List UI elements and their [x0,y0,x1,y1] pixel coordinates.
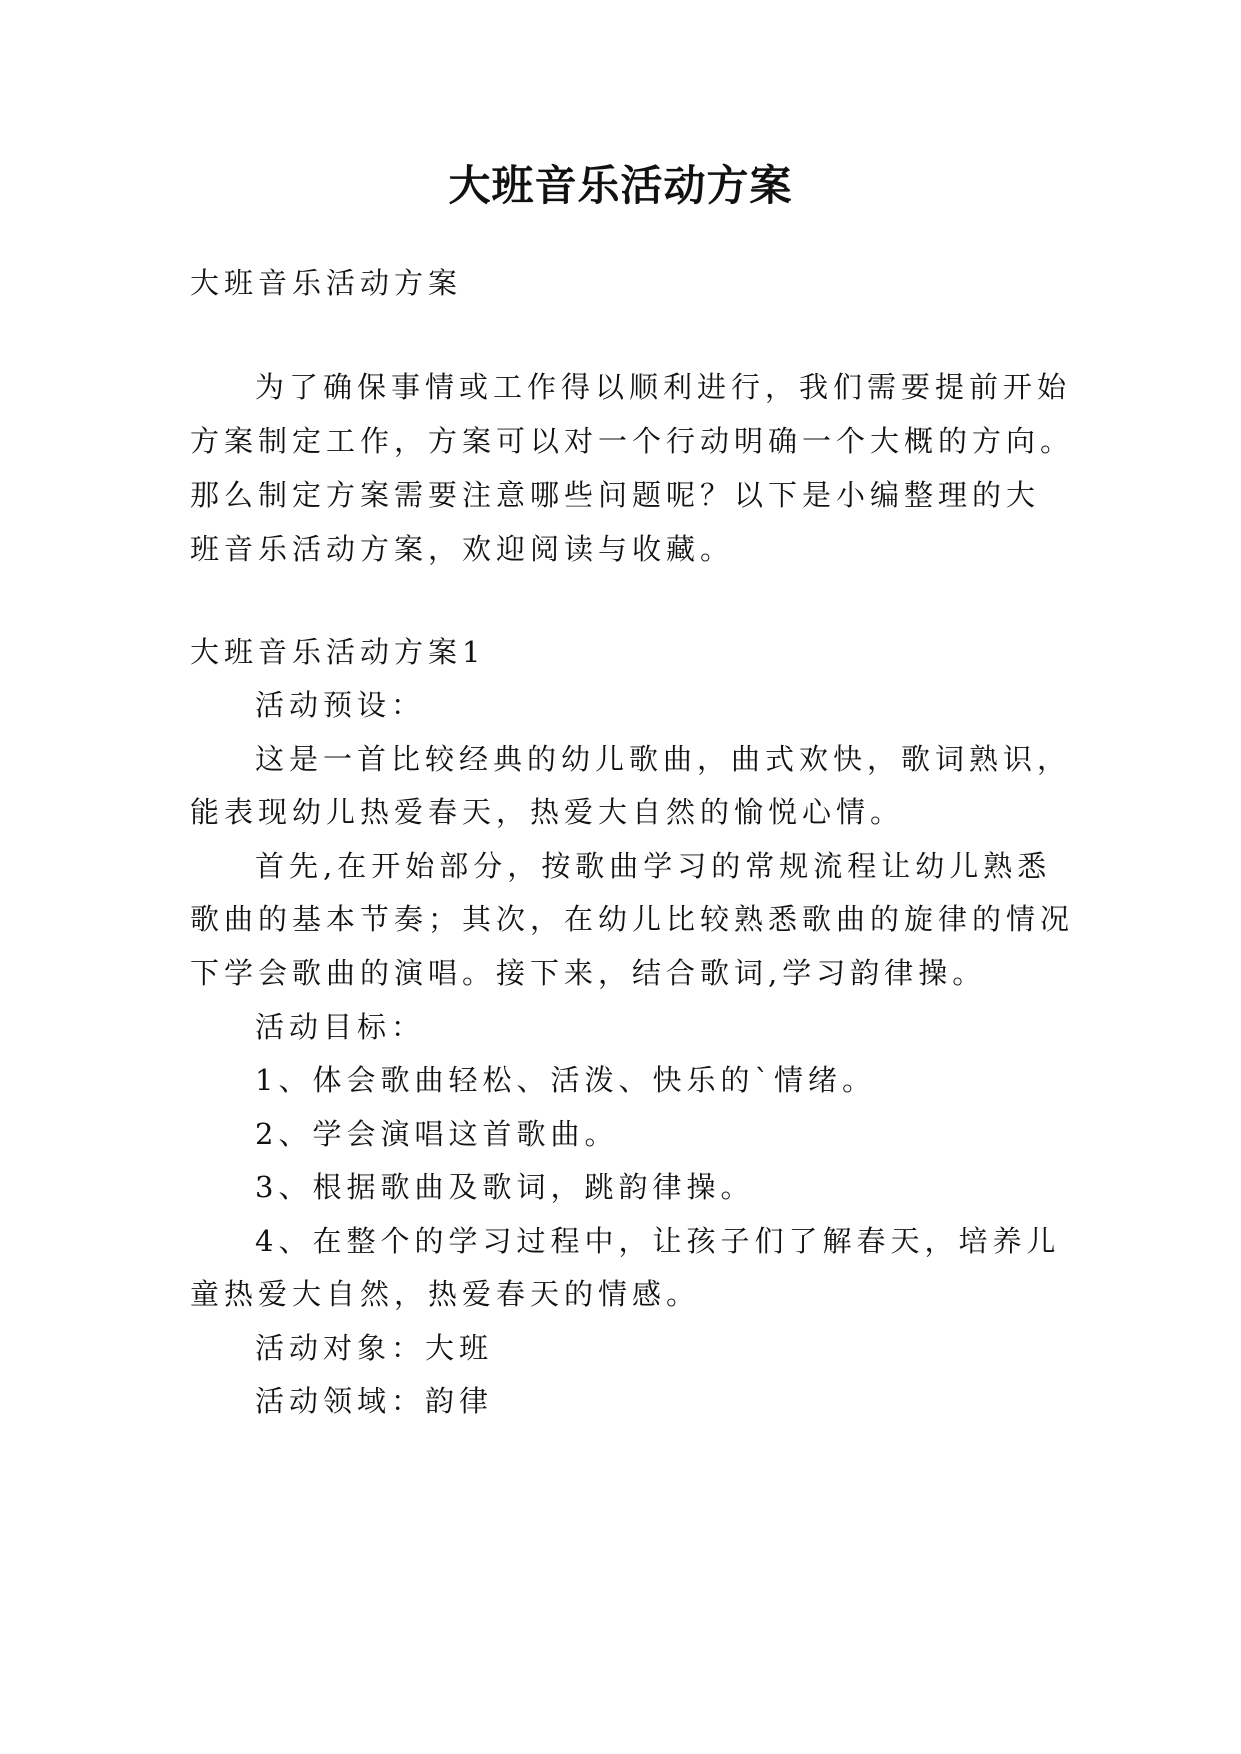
body-line-12: 童热爱大自然，热爱春天的情感。 [190,1277,701,1311]
intro-line-3: 那么制定方案需要注意哪些问题呢？以下是小编整理的大 [190,478,1041,512]
body-line-13: 活动对象：大班 [255,1331,494,1365]
document-title: 大班音乐活动方案 [448,161,793,210]
intro-line-1: 为了确保事情或工作得以顺利进行，我们需要提前开始 [255,370,1072,404]
body-line-4: 首先,在开始部分，按歌曲学习的常规流程让幼儿熟悉 [255,849,1052,883]
intro-line-2: 方案制定工作，方案可以对一个行动明确一个大概的方向。 [190,424,1075,458]
document-subtitle: 大班音乐活动方案 [190,266,463,300]
body-line-2: 这是一首比较经典的幼儿歌曲，曲式欢快，歌词熟识， [255,742,1072,776]
body-line-8: 1、体会歌曲轻松、活泼、快乐的`情绪。 [255,1063,876,1097]
body-line-7: 活动目标： [255,1010,426,1044]
body-line-14: 活动领域：韵律 [255,1384,494,1418]
intro-line-4: 班音乐活动方案，欢迎阅读与收藏。 [190,532,735,566]
body-line-6: 下学会歌曲的演唱。接下来，结合歌词,学习韵律操。 [190,956,987,990]
body-line-10: 3、根据歌曲及歌词，跳韵律操。 [255,1170,755,1204]
body-line-9: 2、学会演唱这首歌曲。 [255,1117,619,1151]
body-line-1: 活动预设： [255,688,426,722]
section-heading: 大班音乐活动方案1 [190,635,486,669]
body-line-5: 歌曲的基本节奏；其次，在幼儿比较熟悉歌曲的旋律的情况 [190,902,1075,936]
body-line-3: 能表现幼儿热爱春天，热爱大自然的愉悦心情。 [190,795,905,829]
body-line-11: 4、在整个的学习过程中，让孩子们了解春天，培养儿 [255,1224,1061,1258]
